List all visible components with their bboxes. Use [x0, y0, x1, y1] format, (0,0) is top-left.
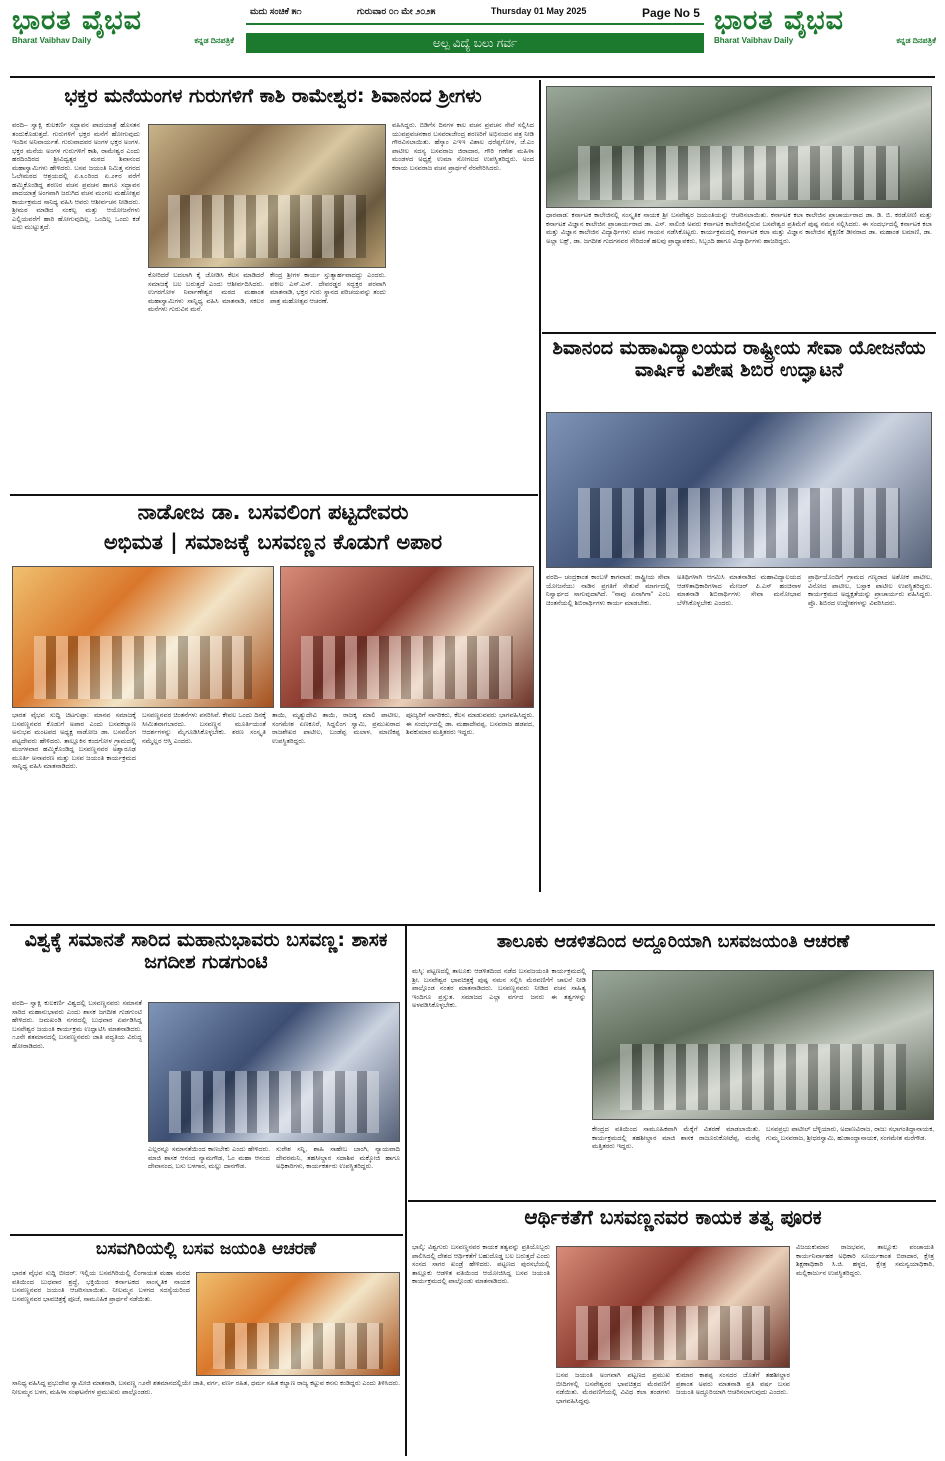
- date-english: Thursday 01 May 2025: [490, 6, 587, 16]
- issue-number: ಮದು ಸಂಚಿಕೆ ೫೧: [250, 6, 302, 16]
- article6-headline: ತಾಲೂಕು ಆಡಳಿತದಿಂದ ಅದ್ದೂರಿಯಾಗಿ ಬಸವಜಯಂತಿ ಆಚರಣೆ: [496, 932, 850, 952]
- page-number: Page No 5: [641, 6, 700, 20]
- article3-headline: ಶಿವಾನಂದ ಮಹಾವಿದ್ಯಾಲಯದ ರಾಷ್ಟ್ರೀಯ ಸೇವಾ ಯೋಜನೆಯ ವಾರ್ಷಿಕ ವಿಶೇಷ ಶಿಬಿರ ಉದ್ಘಾಟನೆ: [552, 338, 926, 381]
- article7-col1: ಭಾರತ ವೈಭವ ಸುದ್ದಿ ಬೀದರ್: ಇಲ್ಲಿಯ ಬಸವಗಿರಿಯಲ್ಲಿ ಲಿಂಗಾಯತ ಮಹಾ ಮಠದ ವತಿಯಿಂದ ಬುಧವಾರ ಶ್ರದ್ಧೆ, ಭಕ್ತಿಯಿಂದ ಕರ್ನಾಟಕದ ಸಾಂಸ್ಕೃತಿಕ ನಾಯಕ ಬಸವಣ್ಣನವರ ಜಯಂತಿ ಆಚರಿಸಲಾಯಿತು. ನೀಲಮ್ಮನ ಬಳಗದ ಸದಸ್ಯೆಯರಿಂದ ಬಸವಣ್ಣನವರ ಭಾವಚಿತ್ರಕ್ಕೆ ಪೂಜೆ, ಸಾಮೂಹಿಕ ಪ್ರಾರ್ಥನೆ ನಡೆಯಿತು.: [12, 1270, 190, 1303]
- article2-bottom-rule: [542, 332, 936, 334]
- article4-photo-right: [280, 566, 534, 708]
- article4-headline-line1: ನಾಡೋಜ ಡಾ. ಬಸವಲಿಂಗ ಪಟ್ಟದೇವರು: [137, 500, 409, 524]
- masthead-subtitle-en-right: Bharat Vaibhav Daily: [714, 36, 794, 45]
- column-divider-top: [539, 80, 541, 892]
- article4-col1: ಭಾರತ ವೈಭವ ಸುದ್ದಿ ಚಿಟಗುಪ್ಪಾ: ಮಾನವ ಸಮಾಜಕ್ಕೆ ಬಸವಣ್ಣನವರ ಕೊಡುಗೆ ಅಪಾರ ಎಂದು ಬಸವಕಲ್ಯಾಣ ಅನುಭವ ಮಂಟಪದ ಅಧ್ಯಕ್ಷ ನಾಡೋಜ ಡಾ. ಬಸವಲಿಂಗ ಪಟ್ಟದೇವರು ಹೇಳಿದರು. ತಾಲ್ಲೂಕಿನ ಕಂದಗೋಳ ಗ್ರಾಮದಲ್ಲಿ ಮಂಗಳವಾರ ಹಮ್ಮಿಕೊಂಡಿದ್ದ ಬಸವಣ್ಣನವರ ಅಶ್ವಾರೂಢ ಮೂರ್ತಿ ಅನಾವರಣ ಮತ್ತು ಬಸವ ಜಯಂತಿ ಕಾರ್ಯಕ್ರಮದ ಸಾನ್ನಿಧ್ಯ ವಹಿಸಿ ಮಾತನಾಡಿದರು.: [12, 712, 136, 770]
- masthead-subtitle-kn: ಕನ್ನಡ ದಿನಪತ್ರಿಕೆ: [194, 36, 234, 45]
- column-divider-bottom: [405, 926, 407, 1456]
- article6-col1: ಕೇಂದ್ರದ ವತಿಯಿಂದ ಸಾಮೂಹಿಕವಾಗಿ ಮೆಕ್ಕೆಗೆ ವಿತರಣೆ ಮಾಡಲಾಯಿತು. ಕಾರ್ಯಕ್ರಮದಲ್ಲಿ ತಹಶೀಲ್ದಾರ ಮಾಜಿ ಶಾಸಕ ರಾಜೂರುಕೋಟೆಪ್ಪ, ಮರೆಪ್ಪ ಮತ್ತಿತರರು ಇದ್ದರು.: [592, 1126, 760, 1150]
- article1-bottom-rule: [10, 494, 538, 496]
- article8-col1: ಭಾಲ್ಕಿ: ವಿಶ್ವಗುರು ಬಸವಣ್ಣನವರ ಕಾಯಕ ತತ್ವವನ್ನು ಪ್ರತಿಯೊಬ್ಬರು ಪಾಲಿಸಿದಲ್ಲಿ ದೇಶದ ಆರ್ಥಿಕತೆಗೆ ಬಹುದೊಡ್ಡ ಬಲ ಬರುತ್ತದೆ ಎಂದು ಸಂಸದ ಸಾಗರ ಖಂಡ್ರೆ ಹೇಳಿದರು. ಪಟ್ಟಣದ ಪುರಸಭೆಯಲ್ಲಿ ತಾಲ್ಲೂಕು ಆಡಳಿತ ವತಿಯಿಂದ ಆಯೋಜಿಸಿದ್ದ ಬಸವ ಜಯಂತಿ ಕಾರ್ಯಕ್ರಮದಲ್ಲಿ ಪಾಲ್ಗೊಂಡು ಮಾತನಾಡಿದರು.: [412, 1244, 550, 1285]
- article8-photo: [556, 1246, 790, 1368]
- article1-col1: ವರದಿ– ಸ್ವಾಕ್ಷಿ ಕುಲಕರ್ಣಿ ಸದ್ಭಾವನ ಪಾದಯಾತ್ರೆ ಹೊಸತನ ತಂದುಕೊಡುತ್ತದೆ. ಗುರುಗಳಿಗೆ ಭಕ್ತರ ಮನೆಗೆ ಹೋಗುವುದು ಇಂದಿನ ಅನಿವಾರ್ಯತೆ. ಗುರುವಾದವರ ಅಂಗಳ ಭಕ್ತರ ಅಂಗಳ. ಭಕ್ತರ ಮನೆಯ ಅಂಗಳ ಗುರುಗಳಿಗೆ ಕಾಶಿ, ರಾಮೇಶ್ವರ ಎಂದು ಹರದಿಂದಿರದ ಶ್ರೀವಿದ್ವತ್ಪರ ಮಠದ ಶಿವಾನಂದ ಮಹಾಸ್ವಾಮಿಗಳು ಹೇಳಿದರು. ಬಸವ ಜಯಂತಿ ನಿಮಿತ್ತ ನಗರದ ಓಲೇಮಠದ ಆಶ್ರಯದಲ್ಲಿ ಏ.೩೦ರಿಂದ ಏ.೨೯ರ ವರೆಗೆ ಹಮ್ಮಿಕೊಂಡಿದ್ದ ಶರಣರ ವಚನ ಪ್ರವಚನ ಹಾಗೂ ಸದ್ಭಾವನ ಪಾದಯಾತ್ರೆ ಅಂಗವಾಗಿ ಜರುಗಿದ ವಚನ ಮಂಗಲ ಮಹೋತ್ಸವ ಕಾರ್ಯಕ್ರಮದ ಸಾನಿಧ್ಯ ವಹಿಸಿ ಆವರು ಆಶೀರ್ವಚನ ನೀಡಿದರು. ಶ್ರೀಮಠ ಮಾಡಿದ ಸಂಕಲ್ಪ ಮತ್ತು ಆಯೋಜನೆಗಳು ಎಲ್ಲಿಯವರೆಗೆ ಹಾರಿ ಹೋಗುವುದಿಲ್ಲ. ಒಂದಿಲ್ಲ ಒಂದು ಕಡೆ ಅದು ಮುಟ್ಟುತ್ತದೆ.: [12, 122, 140, 231]
- article2-caption: ಧಾರವಾಡ: ಕರ್ನಾಟಕ ಕಾಲೇಜಿನಲ್ಲಿ ಸಂಸ್ಕೃತಿಕ ನಾಯಕ ಶ್ರೀ ಬಸವೇಶ್ವರ ಜಯಂತಿಯನ್ನು ಆಚರಿಸಲಾಯಿತು. ಕರ್ನಾಟಕ ಕಲಾ ಕಾಲೇಜಿನ ಪ್ರಾಚಾರ್ಯರಾದ ಡಾ. ಡಿ. ಬಿ. ಕರಡೋಣಿ ಮತ್ತು ಕರ್ನಾಟಕ ವಿಜ್ಞಾನ ಕಾಲೇಜಿನ ಪ್ರಾಚಾರ್ಯರಾದ ಡಾ. ಎಸ್. ಸಾಲಿಂಕಿ ಅವರು ಕರ್ನಾಟಕ ಕಾಲೇಜಿನಲ್ಲಿರುವ ಬಸವೇಶ್ವರ ಪ್ರತಿಮೆಗೆ ಪುಷ್ಪ ನಮನ ಸಲ್ಲಿಸಿದರು. ಈ ಸಂದರ್ಭದಲ್ಲಿ ಕರ್ನಾಟಕ ಕಲಾ ಮತ್ತು ವಿಜ್ಞಾನ ಕಾಲೇಜಿನ ವಿದ್ಯಾರ್ಥಿಗಳು ವಚನ ಗಾಯನ ನಡೆಸಿಕೊಟ್ಟರು. ಕಾರ್ಯಕ್ರಮದಲ್ಲಿ ಕರ್ನಾಟಕ ಕಲಾ ಮತ್ತು ವಿಜ್ಞಾನ ಕಾಲೇಜಿನ ಶೈಕ್ಷಣಿಕ ಡೀನರಾದ ಡಾ. ಮಹಾಂತ ಲಮಾಣಿ, ಡಾ. ಅಲ್ಲಾ ಬಕ್ಷ್, ಡಾ. ಜಗದೀಶ ಗುದಗನವರ ಸೇರಿದಂತೆ ಹಲವು ಪ್ರಾಧ್ಯಾಪಕರು, ಸಿಬ್ಬಂದಿ ಹಾಗೂ ವಿದ್ಯಾರ್ಥಿಗಳು ಹಾಜರಿದ್ದರು.: [546, 212, 932, 245]
- article3-col3: ಪ್ರಾರ್ಥಿಯೊಂದಿಗೆ ಗ್ರಾಮದ ಗಣ್ಯರಾದ ಅಶೋಕ ಪಾಟೀಲ, ವಿನೋದ ಪಾಟೀಲ, ಬಸ್ಪಾಕ ಪಾಟೀಲ ಉಪಸ್ಥಿತರಿದ್ದರು. ಕಾರ್ಯಕ್ರಮದ ಅಧ್ಯಕ್ಷತೆಯನ್ನು ಪ್ರಾಚಾರ್ಯರು ವಹಿಸಿದ್ದರು. ಪ್ರೊ. ಶಿಬಿರದ ಉದ್ದೇಶಗಳನ್ನು ವಿವರಿಸಿದರು.: [808, 574, 932, 607]
- article5-col1: ವರದಿ– ಸ್ವಾಕ್ಷಿ ಕುಲಕರ್ಣಿ ವಿಶ್ವದಲ್ಲಿ ಬಸವಣ್ಣನವರು ಸಮಾನತೆ ಸಾರಿದ ಮಹಾನುಭಾವರು ಎಂದು ಶಾಸಕ ಜಗದೀಶ ಗುಡಗುಂಟಿ ಹೇಳಿದರು. ಜಮಖಂಡಿ ನಗರದಲ್ಲಿ ಬುಧವಾರ ಏರ್ಪಡಿಸಿದ್ದ ಬಸವೇಶ್ವರ ಜಯಂತಿ ಕಾರ್ಯಕ್ರಮ ಉದ್ಘಾಟಿಸಿ ಮಾತನಾಡಿದರು. ೧೨ನೇ ಶತಮಾನದಲ್ಲಿ ಬಸವಣ್ಣನವರು ಜಾತಿ ಪದ್ಧತಿಯ ವಿರುದ್ಧ ಹೋರಾಡಿದರು.: [12, 1000, 142, 1050]
- article6-col2: ಬಸವಪ್ರಭು ಪಾಟೀಲ್ ಬೆಳ್ಳಿಯಾರು, ಅದಾಣವಿರಾಜ, ರಾಜು ಸಭಾಗಂತಿದ್ದಾನಾಯಕ, ಗುಮ್ಮ ಬಸವರಾಜ, ಶ್ರೀಧರಸ್ವಾಮಿ, ಹುಡಾಂದ್ದಾನಾಯಕ, ಸಂಗಮೇಶ ಮರೆಗೌಡ.: [766, 1126, 934, 1142]
- article4-headline-line2: ಅಭಿಮತ | ಸಮಾಜಕ್ಕೆ ಬಸವಣ್ಣನ ಕೊಡುಗೆ ಅಪಾರ: [103, 530, 443, 554]
- masthead-subtitle-en: Bharat Vaibhav Daily: [12, 36, 92, 45]
- article1-col3: ಕೇಂದ್ರ ಶ್ರೀಗಳ ಕಾರ್ಯ ಸ್ತುತ್ಯಾರ್ಹವಾದದ್ದು ಎಂದರು. ವಕೀಲ ಎಸ್.ಎಸ್. ದೇವರಡ್ಡರ ಸದ್ಭಕ್ತರ ಪರವಾಗಿ ಮಾತನಾಡಿ, ಭಕ್ತರ ಗುರು ಸ್ಥಾನದ ಪರಿಚಯವನ್ನು ತಂದು ಪಾತ್ರ ಮಹೋತ್ಸವ ಆಚರಣೆ.: [270, 272, 386, 305]
- article4-col3: ತಾಯಿ, ಮೃತ್ಯುದೇವಿ ತಾಯಿ, ರಾಜಕ್ಕ ಮಾಲಿ ಪಾಟೀಲ, ಸಂಗಮೇಶ ಏಣಕೂರೆ, ಸಿದ್ದಲಿಂಗ ಸ್ವಾಮಿ, ಪ್ರಮುಖರಾದ ರಾಜಶೇಖರ ಪಾಟೀಲ, ಬಂಡೆಪ್ಪ ಮಲಾಳ, ಮಾಣಿಕಪ್ಪ ಉಪಸ್ಥಿತರಿದ್ದರು.: [272, 712, 400, 745]
- article8-col2: ವಿಜಯಕುಮಾರ ರಾಜಭವನ, ತಾಲ್ಲೂಕು ಪಂಚಾಯತಿ ಕಾರ್ಯನಿರ್ವಾಹಕ ಅಧಿಕಾರಿ ಸೂರ್ಯಕಾಂತ ಬಿರಾದಾರ, ಕ್ಷೇತ್ರ ಶಿಕ್ಷಣಾಧಿಕಾರಿ ಸಿ.ಜಿ. ಹಳ್ಳದ, ಕ್ಷೇತ್ರ ಸಮನ್ವಯಾಧಿಕಾರಿ, ಮಲ್ಲಿಕಾರ್ಜುನ ಉಪಸ್ಥಿತರಿದ್ದರು.: [796, 1244, 934, 1277]
- article3-col2: ಅತಿಥಿಗಳಾಗಿ ಆಗಮಿಸಿ ಮಾತನಾಡಿದ ಮಹಾವಿದ್ಯಾಲಯದ ಆಡಳಿತಾಧಿಕಾರಿಗಳಾದ ಮೇಜರ್ ಪಿ.ಎಸ್ ಹಂಚಿನಾಳ ಮಾತನಾಡಿ ಶಿಬಿರಾರ್ಥಿಗಳು ಸೇವಾ ಮನೋಭಾವ ಬೆಳೆಸಿಕೊಳ್ಳಬೇಕು ಎಂದರು.: [677, 574, 801, 607]
- article6-bottom-rule: [408, 1200, 936, 1202]
- article5-photo: [148, 1002, 400, 1142]
- date-kannada: ಗುರುವಾರ ೦೧ ಮೇ ೨೦೨೫: [357, 6, 436, 16]
- masthead-logo-left: ಭಾರತ ವೈಭವ: [12, 6, 142, 36]
- masthead-bottom-rule: [10, 76, 935, 78]
- article8-bottom1: ಬಸವ ಜಯಂತಿ ಅಂಗವಾಗಿ ಪಟ್ಟಣದ ಪ್ರಮುಖ ಬೀದಿಗಳಲ್ಲಿ ಬಸವೇಶ್ವರರ ಭಾವಚಿತ್ರದ ಮೆರವಣಿಗೆ ನಡೆಯಿತು. ಮೆರವಣಿಗೆಯಲ್ಲಿ ವಿವಿಧ ಕಲಾ ತಂಡಗಳು ಭಾಗವಹಿಸಿದ್ದವು.: [556, 1372, 670, 1405]
- masthead-center: [246, 6, 704, 66]
- article5-headline: ವಿಶ್ವಕ್ಕೆ ಸಮಾನತೆ ಸಾರಿದ ಮಹಾನುಭಾವರು ಬಸವಣ್ಣ: ಶಾಸಕ ಜಗದೀಶ ಗುಡಗುಂಟಿ: [24, 930, 388, 973]
- article5-bottom-rule: [10, 1234, 403, 1236]
- masthead-slogan: ಅಲ್ಪ ವಿದ್ಯೆ ಬಲು ಗರ್ವ: [246, 33, 704, 53]
- article6-photo: [592, 970, 934, 1120]
- masthead-right: [714, 6, 936, 66]
- masthead-subtitle-kn-right: ಕನ್ನಡ ದಿನಪತ್ರಿಕೆ: [896, 36, 936, 45]
- masthead-left: [12, 6, 234, 66]
- article7-headline: ಬಸವಗಿರಿಯಲ್ಲಿ ಬಸವ ಜಯಂತಿ ಆಚರಣೆ: [95, 1240, 317, 1259]
- middle-horizontal-rule: [10, 924, 935, 926]
- article5-col2: ಎಲ್ಲರನ್ನೂ ಸಮಾನತೆಯಿಂದ ಕಾಣಬೇಕು ಎಂದು ಹೇಳಿದರು. ಮಾಜಿ ಶಾಸಕ ಆನಂದ ನ್ಯಾಮಗೌಡ, ಓಂ ಮಹಾ ಆನಂದ ದೇವಾನಂದ, ಬಸು ಬಳಗಾರ, ಮಲ್ಲು ದಾನಗೌಡ.: [148, 1146, 270, 1170]
- article1-col4: ವಹಿಸಿದ್ದರು. ಬಿಡಿಗೆಸ ದಿನಗಳ ಕಾಲ ವಚನ ಪ್ರವಚನ ಸೇವೆ ಸಲ್ಲಿಸಿದ ಯುವಪ್ರವಚನಕಾರ ಬಸವರಾಜೇಂದ್ರ ಶರಣರಿಗೆ ಅಭಿನಂದನ ಪತ್ರ ನೀಡಿ ಗೌರವಿಸಲಾಯಿತು. ಹೆಸ್ಕಾಂ ಎಇಇ ವಿಶಾಲ ಧರೆಪ್ಪಗೋಳ, ಜೆ.ಎಂ ಪಾಟೀಲ ಸದಸ್ಯ ಬಸವರಾಜ ಜಿರಾದಾರ, ಗೌರಿ ಗಣೇಶ ಮಹಿಳಾ ಮಂಡಳದ ಅಧ್ಯಕ್ಷೆ ಉಮಾ ಸೋಗಲದ ಉಪಸ್ಥಿತರಿದ್ದರು. ಅಂದ ಕರಾಯ ಬಸವರಾಜ ವಚನ ಪ್ರಾರ್ಥನೆ ನೆರವೇರಿಸಿದರು.: [392, 122, 534, 172]
- article7-text-bottom: ಸಾನಿಧ್ಯ ವಹಿಸಿದ್ದ ಪ್ರಭುದೇವ ಸ್ವಾಮೀಜಿ ಮಾತನಾಡಿ, ಬಸವಣ್ಣ ೧೨ನೇ ಶತಮಾನದಲ್ಲಿಯೇ ಜಾತಿ, ವರ್ಗ, ವರ್ಣ ರಹಿತ, ಧರ್ಮ ಸಹಿತ ಕಲ್ಯಾಣ ರಾಜ್ಯ ಕಟ್ಟುವ ಕನಸು ಕಂಡಿದ್ದರು ಎಂದು ತಿಳಿಸಿದರು. ನೀಲಮ್ಮನ ಬಳಗ, ಮಹಿಳಾ ಸಂಘಟನೆಗಳ ಪ್ರಮುಖರು ಪಾಲ್ಗೊಂಡರು.: [12, 1380, 400, 1396]
- article3-photo: [546, 412, 932, 568]
- masthead-logo-right: ಭಾರತ ವೈಭವ: [714, 6, 844, 36]
- article7-photo: [196, 1272, 400, 1376]
- article3-col1: ವರದಿ– ಚಂದ್ರಕಾಂತ ಕಾಂಬಳೆ ಕಾಗವಾಡ: ರಾಷ್ಟ್ರೀಯ ಸೇವಾ ಯೋಜನೆಯು ನಾಡಿನ ಪ್ರಗತಿಗೆ ಸೇತುವೆ ಮಾರ್ಗದಲ್ಲಿ ನಿಸ್ವಾರ್ಥದ ಸಾಗುವುದಾಗಿದೆ. "ನಾವು ಏನಾಗಿಗಾ" ಎಂಬ ಚಿಂತನೆಯಲ್ಲಿ ಶಿಬಿರಾರ್ಥಿಗಳು ಕಾರ್ಯ ಮಾಡಬೇಕು.: [546, 574, 670, 607]
- article4-col2: ಬಸವಣ್ಣನವರ ಚಿಂತನೆಗಳು ಪಸರಿಸಿವೆ. ಕೇವಲ ಒಂದು ದಿನಕ್ಕೆ ಸೀಮಿತವಾಗಬಾರದು. ಬಸವಣ್ಣನ ಮೂರ್ತಿಯಂತೆ ಆದರ್ಶಗಳನ್ನು ಮೈಗೂಡಿಸಿಕೊಳ್ಳಬೇಕು. ಶರಣ ಸಂಸ್ಕೃತಿ ನಮ್ಮೆಲ್ಲರ ಆಸ್ತಿ ಎಂದರು.: [142, 712, 266, 745]
- article1-photo: [148, 124, 386, 268]
- article4-col4: ಪೂಜ್ಯರಿಗೆ ನಾಗರಿಕರು, ಕೆಲಸ ಮಾಡುವವರು ಭಾಗವಹಿಸಿದ್ದರು. ಈ ಸಂದರ್ಭದಲ್ಲಿ ಡಾ. ಮಹಾದೇವಪ್ಪ, ಬಸವರಾಜ ಹಡಪದ, ಶಿವಕುಮಾರ ಮತ್ತಿತರರು ಇದ್ದರು.: [406, 712, 534, 736]
- masthead-rule: [246, 23, 704, 25]
- article1-col2: ಕೋರಿದರೆ ಬದಲಾಗಿ ಕೈ ಜೋಡಿಸಿ ಕೆಲಸ ಮಾಡಿದರೆ ಸಮಾಜಕ್ಕೆ ಬಲ ಬರುತ್ತದೆ ಎಂದು ಆಶೀರ್ವದಿಸಿದರು. ಉಗರಗೋಳ ನಿರ್ವಾಣೇಶ್ವರ ಮಠದ ಮಹಾಂತ ಮಹಾಸ್ವಾಮಿಗಳು ಸಾನ್ನಿಧ್ಯ ವಹಿಸಿ ಮಾತನಾಡಿ, ಸಕಲರ ಮನೆಗಳು ಗುರುವಿನ ಮನೆ.: [148, 272, 264, 313]
- article8-headline: ಆರ್ಥಿಕತೆಗೆ ಬಸವಣ್ಣನವರ ಕಾಯಕ ತತ್ವ ಪೂರಕ: [524, 1206, 822, 1229]
- article5-col3: ಸುರೇಶ ಸನ್ನಿ, ಶಾಹಿ ಸಾಹೇಬ ಬಾಂಗಿ, ನ್ಯಾಯವಾದಿ ದೇವರಮನಿ, ತಹಸೀಲ್ದಾರ ಸದಾಶಿವ ಮಕ್ಕೋಜಿ ಹಾಗೂ ಅಧಿಕಾರಿಗಳು, ಕಾರ್ಯಕರ್ತರು ಉಪಸ್ಥಿತರಿದ್ದರು.: [276, 1146, 400, 1170]
- article2-photo: [546, 86, 932, 208]
- article6-text-top: ಮಸ್ಕಿ: ಪಟ್ಟಣದಲ್ಲಿ ತಾಲೂಕು ಆಡಳಿತದಿಂದ ನಡೆದ ಬಸವಜಯಂತಿ ಕಾರ್ಯಕ್ರಮದಲ್ಲಿ ಶ್ರೀ. ಬಸವೇಶ್ವರ ಭಾವಚಿತ್ರಕ್ಕೆ ಪುಷ್ಪ ನಮನ ಸಲ್ಲಿಸಿ ಮೆರವಣಿಗೆಗೆ ಚಾಲನೆ ನೀಡಿ ಪಾಲ್ಗೊಂಡ ನಂತರ ಮಾತನಾಡಿದರು. ಬಸವಣ್ಣನವರು ನೀಡಿದ ವಚನ ಸಾಹಿತ್ಯ ಇಂದಿಗೂ ಪ್ರಸ್ತುತ. ಸಮಾಜದ ಎಲ್ಲಾ ವರ್ಗದ ಜನರು ಈ ತತ್ವಗಳನ್ನು ಅಳವಡಿಸಿಕೊಳ್ಳಬೇಕು.: [412, 968, 586, 1009]
- article1-headline: ಭಕ್ತರ ಮನೆಯಂಗಳ ಗುರುಗಳಿಗೆ ಕಾಶಿ ರಾಮೇಶ್ವರ: ಶಿವಾನಂದ ಶ್ರೀಗಳು: [64, 86, 482, 107]
- article8-bottom2: ಕುಮಾರ ಕಾಶಪ್ಪ ಸಂಸದರ ಜೊತೆಗೆ ತಹಶೀಲ್ದಾರ ಪ್ರಶಾಂತ ಅವರು ಮಾತನಾಡಿ ಪ್ರತಿ ವರ್ಷ ಬಸವ ಜಯಂತಿ ಅದ್ದೂರಿಯಾಗಿ ಆಚರಿಸಲಾಗುವುದು ಎಂದರು.: [676, 1372, 790, 1396]
- article4-photo-left: [12, 566, 274, 708]
